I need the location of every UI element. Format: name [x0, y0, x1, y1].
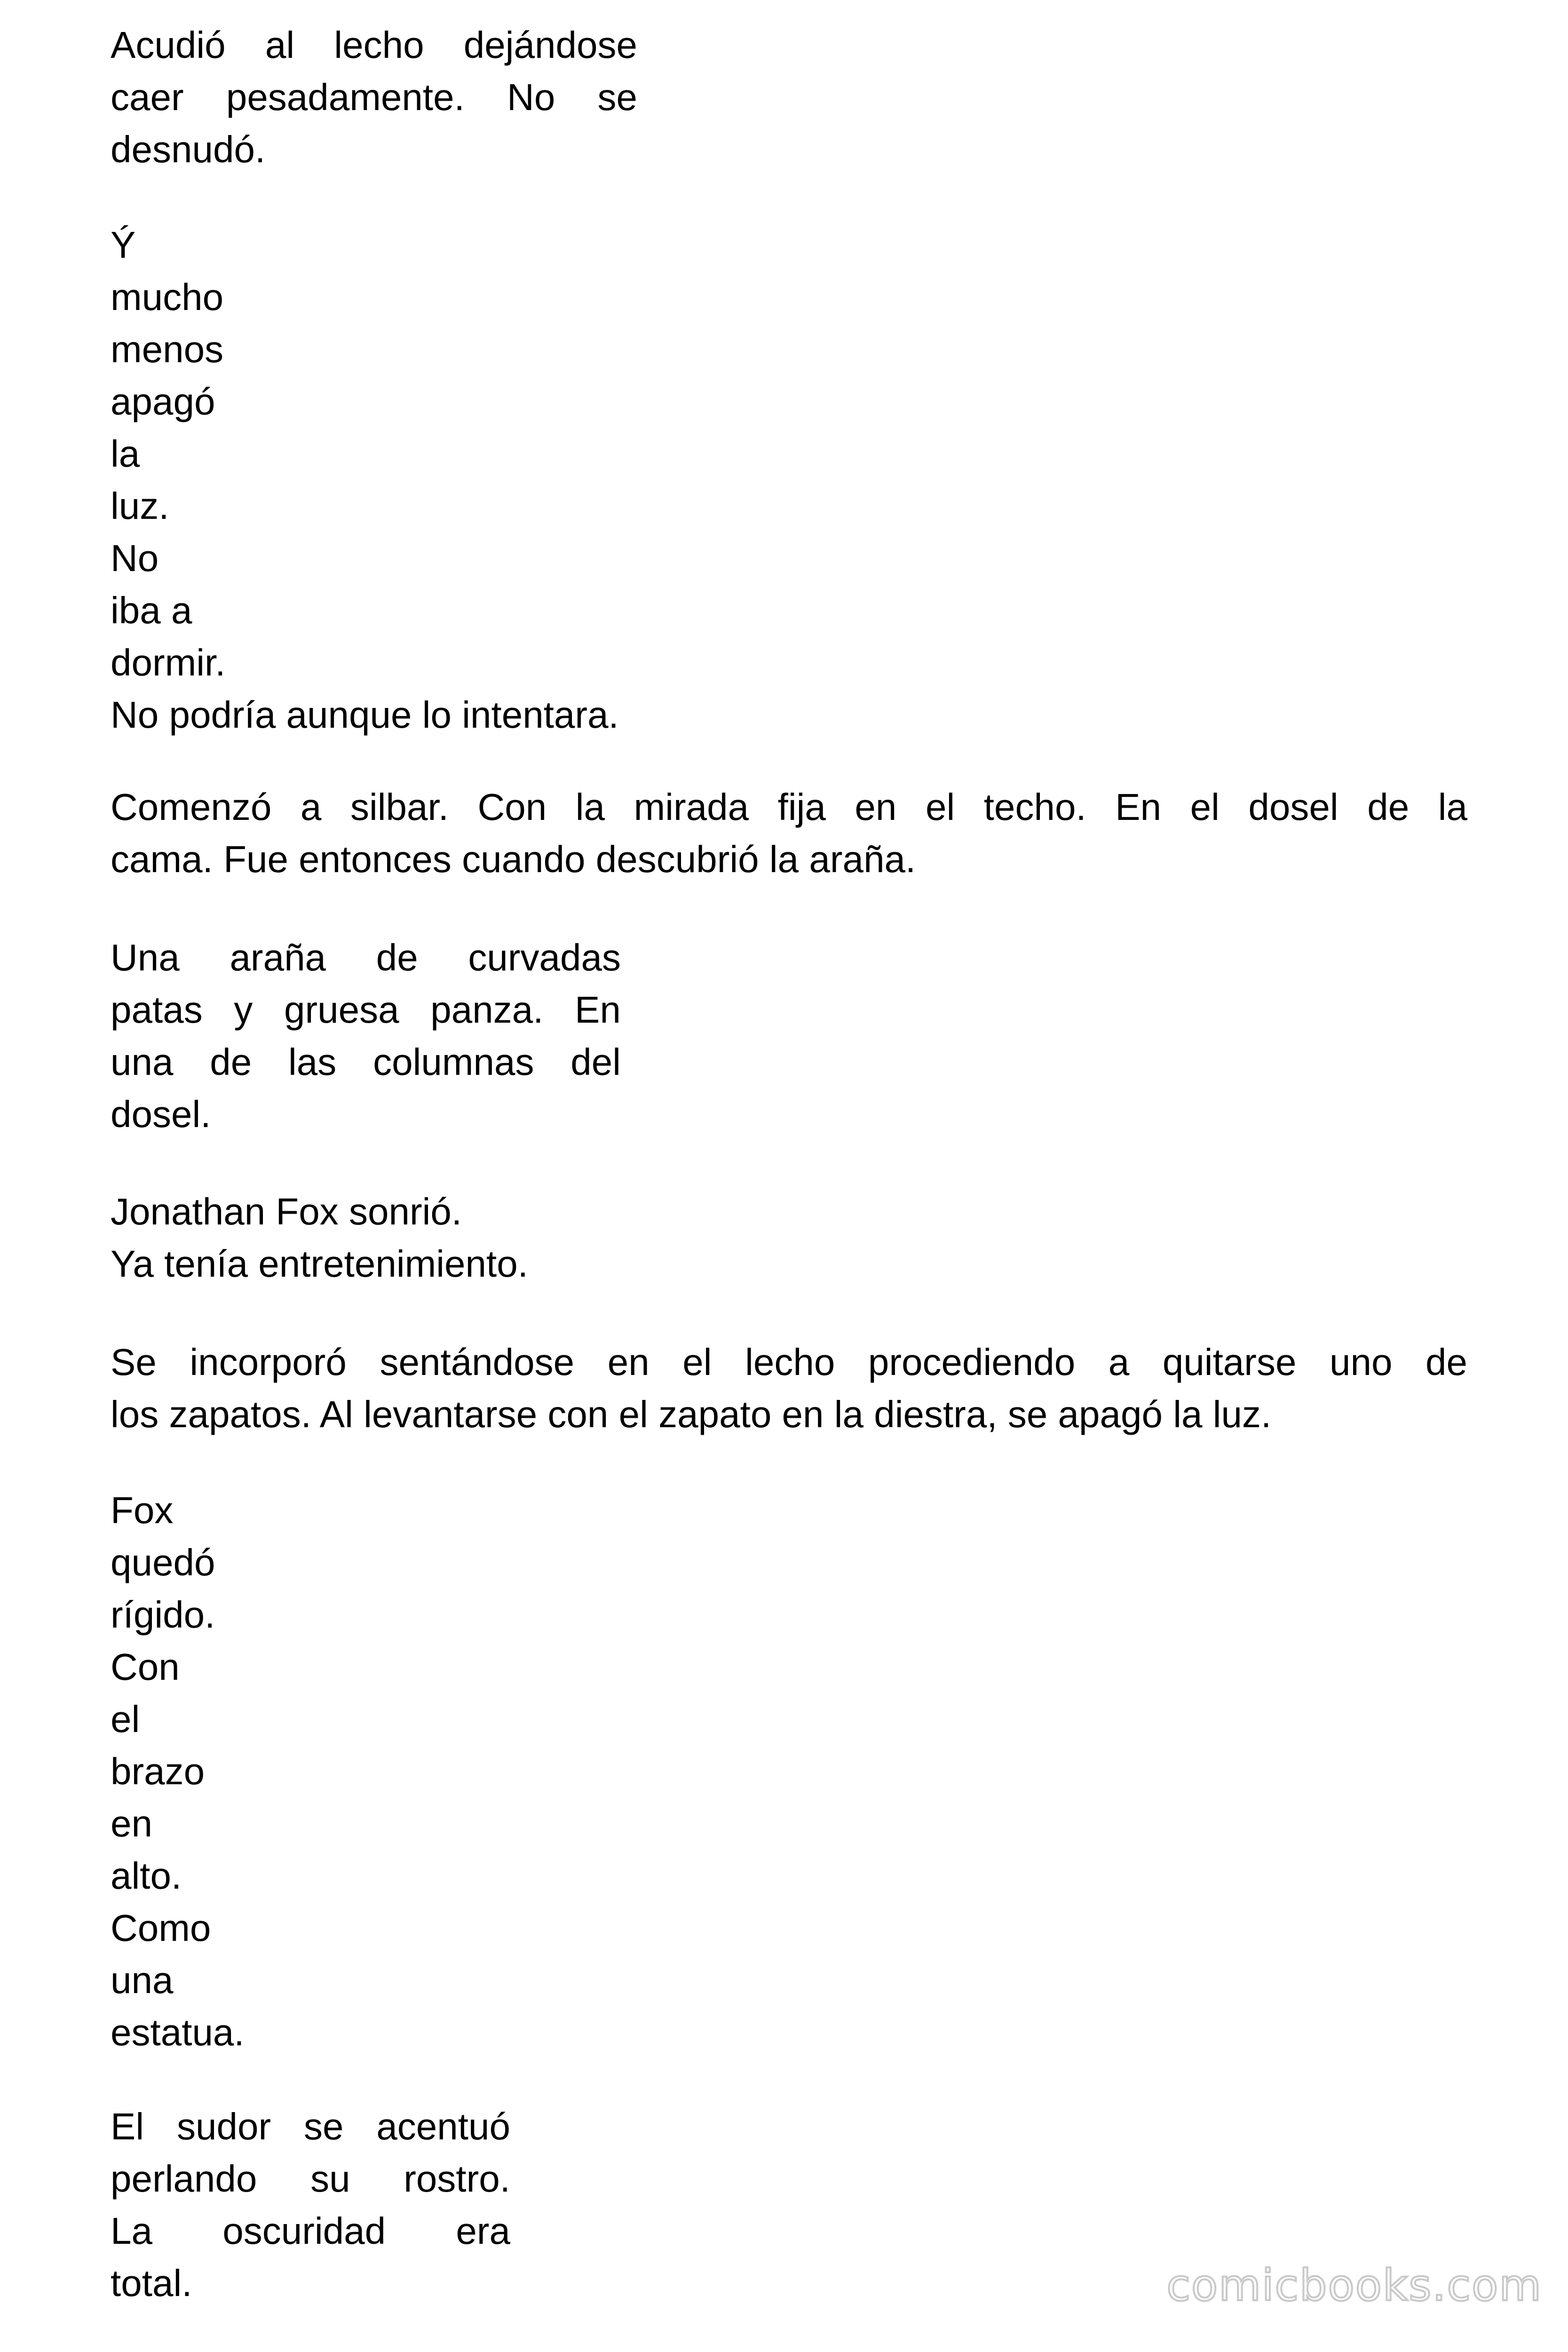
text-line: Se incorporó sentándose en el lecho procediendo a quitarse uno de: [111, 1341, 1467, 1383]
text-line: quedó: [111, 1542, 215, 1583]
text-line: Ý: [111, 224, 136, 266]
text-line: patas y gruesa panza. En: [111, 989, 621, 1031]
text-line: brazo: [111, 1750, 205, 1792]
text-line: perlando su rostro.: [111, 2158, 510, 2200]
watermark: comicbooks.com: [1166, 2260, 1542, 2311]
text-line: No podría aunque lo intentara.: [111, 694, 619, 736]
text-line: dosel.: [111, 1093, 211, 1135]
paragraph-8: [111, 2100, 510, 2309]
text-line: los zapatos. Al levantarse con el zapato en la diestra, se apagó la luz.: [111, 1393, 1272, 1435]
text-line: Como: [111, 1907, 211, 1949]
text-line: Una araña de curvadas: [111, 937, 621, 978]
text-line: la: [111, 433, 140, 475]
text-line: desnudó.: [111, 128, 266, 170]
text-line: cama. Fue entonces cuando descubrió la araña.: [111, 838, 916, 880]
paragraph-1: [111, 19, 637, 175]
text-line: una de las columnas del: [111, 1041, 621, 1083]
text-line: Ya tenía entretenimiento.: [111, 1243, 528, 1285]
text-line: mucho: [111, 276, 224, 318]
text-line: dormir.: [111, 642, 226, 683]
text-line: Comenzó a silbar. Con la mirada fija en el techo. En el dosel de la: [111, 786, 1467, 828]
text-line: La oscuridad era: [111, 2210, 510, 2252]
text-line: Jonathan Fox sonrió.: [111, 1191, 462, 1232]
paragraph-2: [111, 219, 816, 741]
text-line: iba a: [111, 589, 192, 631]
text-line: estatua.: [111, 2011, 245, 2053]
text-line: Fox: [111, 1489, 174, 1531]
paragraph-6: [111, 1336, 1467, 1440]
text-line: No: [111, 537, 159, 579]
text-line: una: [111, 1959, 174, 2001]
text-line: total.: [111, 2262, 192, 2304]
paragraph-7: [111, 1484, 440, 2058]
paragraph-4: [111, 931, 621, 1140]
text-line: menos: [111, 328, 224, 370]
text-line: apagó: [111, 381, 215, 422]
text-line: rígido.: [111, 1594, 215, 1636]
text-line: caer pesadamente. No se: [111, 76, 637, 118]
text-line: Con: [111, 1646, 180, 1688]
text-line: alto.: [111, 1855, 182, 1897]
paragraph-5: [111, 1185, 675, 1290]
text-line: luz.: [111, 485, 169, 527]
text-line: Acudió al lecho dejándose: [111, 24, 637, 66]
text-line: el: [111, 1698, 140, 1740]
text-line: en: [111, 1803, 152, 1844]
paragraph-3: [111, 781, 1467, 885]
text-line: El sudor se acentuó: [111, 2106, 510, 2147]
